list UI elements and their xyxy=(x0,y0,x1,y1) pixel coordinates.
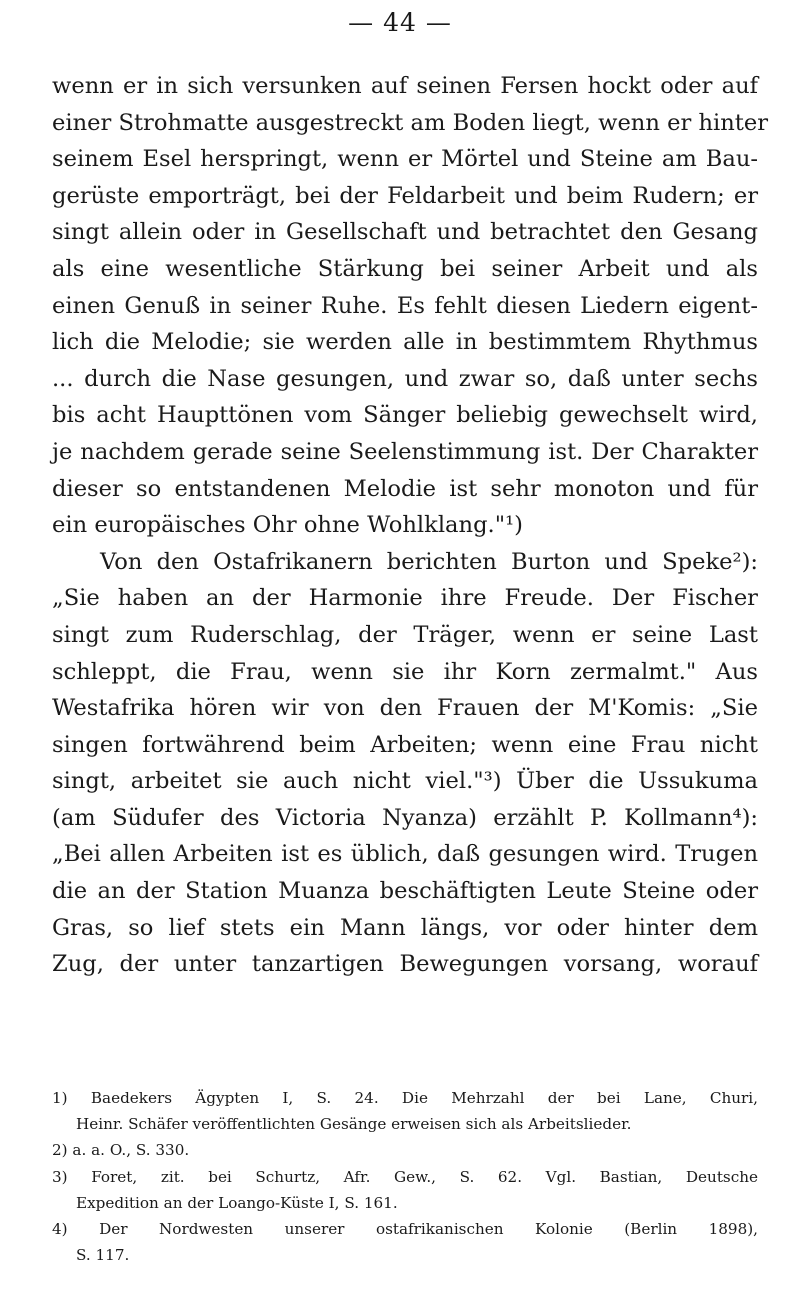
text-line: bis acht Haupttönen vom Sänger beliebig gewechselt wird, xyxy=(52,402,758,429)
text-line: dieser so entstandenen Melodie ist sehr monoton und für xyxy=(52,475,758,502)
footnote-line: 1) Baedekers Ägypten I, S. 24. Die Mehrzahl der bei Lane, Churi, xyxy=(52,1089,758,1107)
text-line: singt allein oder in Gesellschaft und betrachtet den Gesang xyxy=(52,219,758,246)
footnote-line: S. 117. xyxy=(76,1246,130,1265)
text-line: (am Südufer des Victoria Nyanza) erzählt P. Kollmann⁴): xyxy=(52,804,758,831)
main-text xyxy=(52,68,769,983)
text-line: Gras, so lief stets ein Mann längs, vor oder hinter dem xyxy=(52,914,758,941)
footnote-line: 2) a. a. O., S. 330. xyxy=(52,1141,190,1160)
text-line: ... durch die Nase gesungen, und zwar so, daß unter sechs xyxy=(52,365,758,392)
text-line: wenn er in sich versunken auf seinen Fersen hockt oder auf xyxy=(52,73,758,99)
footnotes xyxy=(52,1085,758,1268)
page-number-header: — 44 — xyxy=(348,8,452,37)
footnote-line: Expedition an der Loango-Küste I, S. 161. xyxy=(76,1193,398,1212)
text-line: singt zum Ruderschlag, der Träger, wenn er seine Last xyxy=(52,621,758,648)
text-line: „Sie haben an der Harmonie ihre Freude. Der Fischer xyxy=(52,585,758,612)
text-line: einen Genuß in seiner Ruhe. Es fehlt diesen Liedern eigent- xyxy=(52,292,758,319)
text-line: als eine wesentliche Stärkung bei seiner Arbeit und als xyxy=(52,255,758,282)
text-line: lich die Melodie; sie werden alle in bestimmtem Rhythmus xyxy=(52,329,758,356)
footnote-line: 4) Der Nordwesten unserer ostafrikanischen Kolonie (Berlin 1898), xyxy=(52,1219,758,1238)
text-line: die an der Station Muanza beschäftigten Leute Steine oder xyxy=(52,878,758,905)
text-line: Zug, der unter tanzartigen Bewegungen vorsang, worauf xyxy=(52,951,758,978)
footnote-line: Heinr. Schäfer veröffentlichten Gesänge erweisen sich als Arbeitslieder. xyxy=(76,1115,632,1134)
text-line: singt, arbeitet sie auch nicht viel."³) Über die Ussukuma xyxy=(52,768,758,795)
text-line: schleppt, die Frau, wenn sie ihr Korn zermalmt." Aus xyxy=(52,658,758,685)
text-line: einer Strohmatte ausgestreckt am Boden liegt, wenn er hinter xyxy=(52,109,769,136)
footnote-line: 3) Foret, zit. bei Schurtz, Afr. Gew., S. 62. Vgl. Bastian, Deutsche xyxy=(52,1167,758,1186)
text-line: seinem Esel herspringt, wenn er Mörtel und Steine am Bau- xyxy=(52,146,758,173)
text-line: gerüste emporträgt, bei der Feldarbeit und beim Rudern; er xyxy=(52,182,758,209)
text-line: Von den Ostafrikanern berichten Burton und Speke²): xyxy=(100,548,758,575)
text-line: ein europäisches Ohr ohne Wohlklang."¹) xyxy=(52,512,523,539)
text-line: „Bei allen Arbeiten ist es üblich, daß gesungen wird. Trugen xyxy=(52,841,758,868)
text-line: singen fortwährend beim Arbeiten; wenn eine Frau nicht xyxy=(52,731,758,758)
text-line: je nachdem gerade seine Seelenstimmung ist. Der Charakter xyxy=(52,438,758,465)
text-line: Westafrika hören wir von den Frauen der M'Komis: „Sie xyxy=(52,695,758,722)
